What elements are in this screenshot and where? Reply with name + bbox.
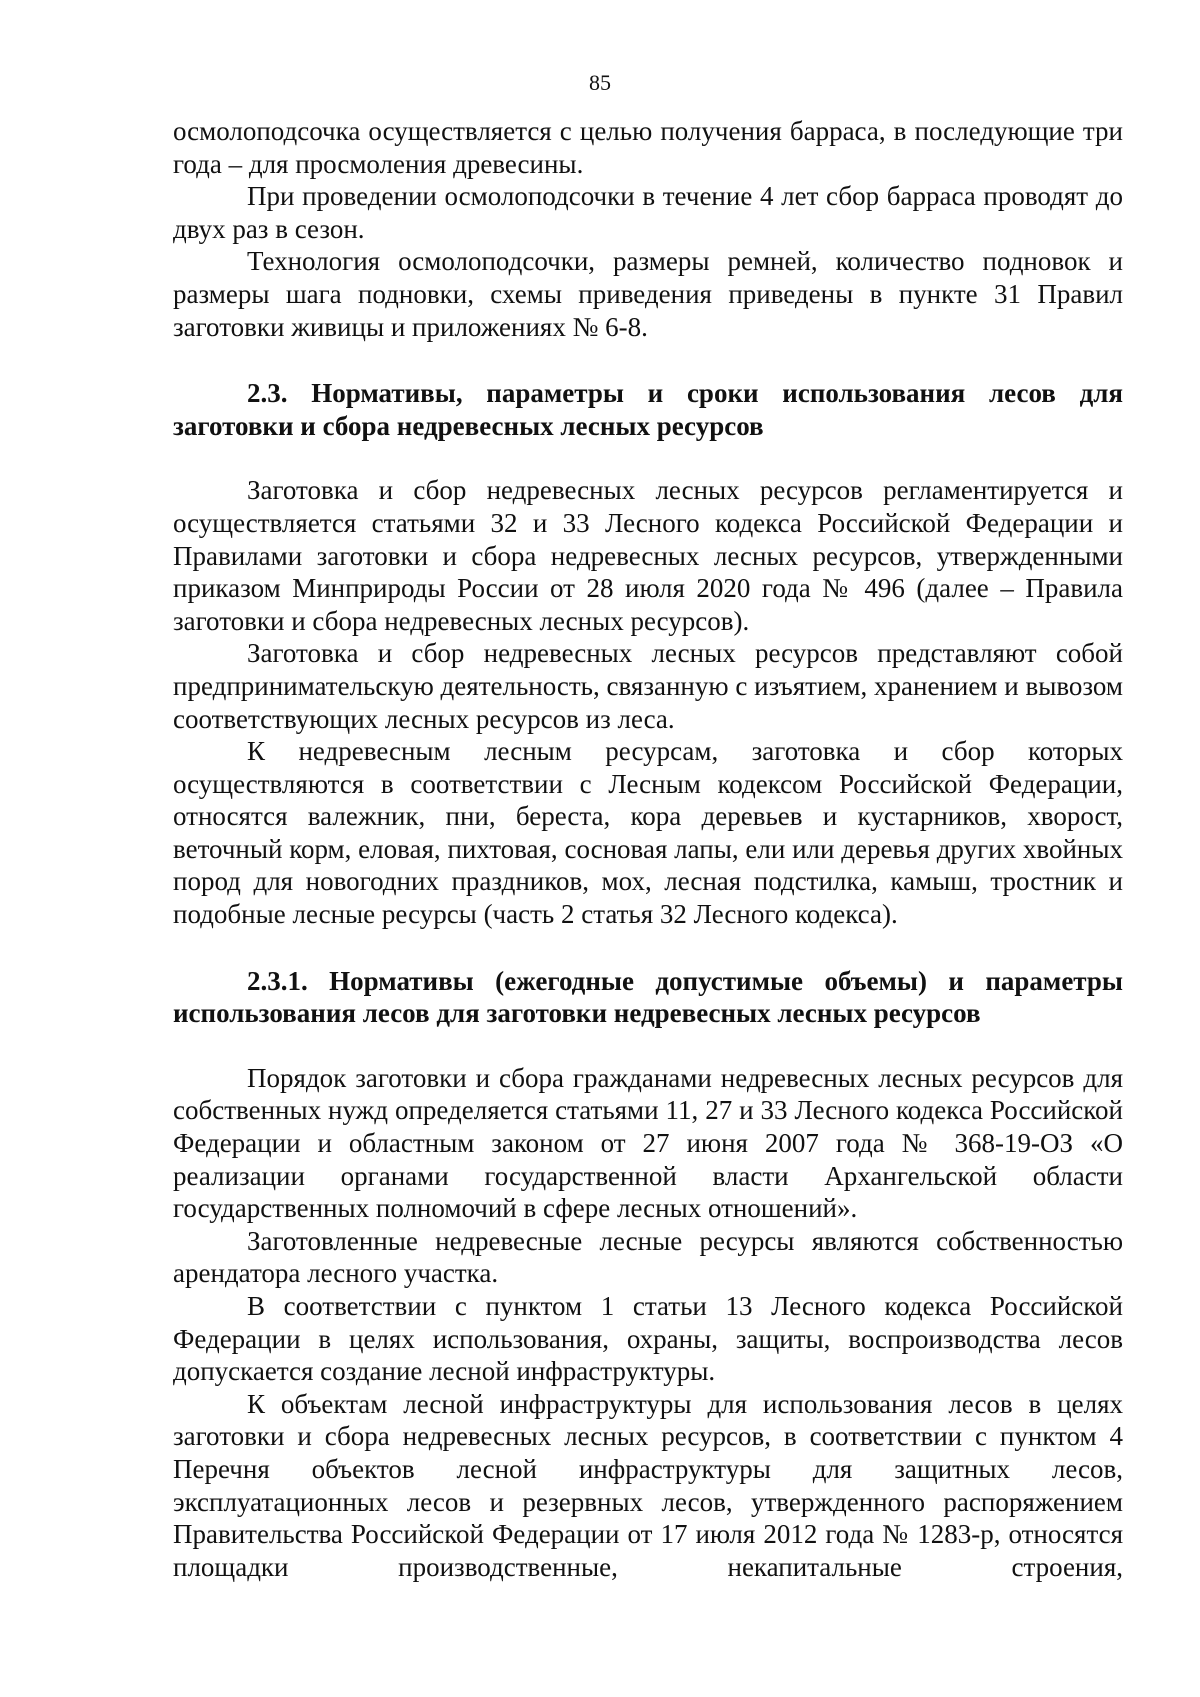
- spacer: [173, 343, 1123, 377]
- paragraph: В соответствии с пунктом 1 статьи 13 Лесного кодекса Российской Федерации в целях использования, охраны, защиты, воспроизводства лесов допускается создание лесной инфраструктуры.: [173, 1291, 1123, 1387]
- spacer: [173, 1030, 1123, 1062]
- paragraph: Заготовка и сбор недревесных лесных ресурсов регламентируется и осуществляется статьями 32 и 33 Лесного кодекса Российской Федерации и Правилами заготовки и сбора недревесных лесных ресурсов, утвержденными приказом Минприроды России от 28 июля 2020 года № 496 (далее – Правила заготовки и сбора недревесных лесных ресурсов).: [173, 475, 1123, 636]
- paragraph: Заготовка и сбор недревесных лесных ресурсов представляют собой предпринимательскую деятельность, связанную с изъятием, хранением и вывозом соответствующих лесных ресурсов из леса.: [173, 638, 1123, 734]
- paragraph: К недревесным лесным ресурсам, заготовка и сбор которых осуществляются в соответствии с Лесным кодексом Российской Федерации, относятся валежник, пни, береста, кора деревьев и кустарников, хворост, веточный корм, еловая, пихтовая, сосновая лапы, ели или деревья других хвойных пород для новогодних праздников, мох, лесная подстилка, камыш, тростник и подобные лесные ресурсы (часть 2 статья 32 Лесного кодекса).: [173, 736, 1123, 930]
- paragraph: При проведении осмолоподсочки в течение 4 лет сбор барраса проводят до двух раз в сезон.: [173, 181, 1123, 244]
- spacer: [173, 931, 1123, 965]
- document-body: [173, 115, 1123, 1583]
- paragraph-continues-next-page: К объектам лесной инфраструктуры для использования лесов в целях заготовки и сбора недревесных лесных ресурсов, в соответствии с пунктом 4 Перечня объектов лесной инфраструктуры для защитных лесов, эксплуатационных лесов и резервных лесов, утвержденного распоряжением Правительства Российской Федерации от 17 июля 2012 года № 1283-р, относятся площадки производственные, некапитальные строения,: [173, 1388, 1123, 1582]
- paragraph: Заготовленные недревесные лесные ресурсы являются собственностью арендатора лесного участка.: [173, 1225, 1123, 1289]
- section-heading-2-3: 2.3. Нормативы, параметры и сроки использования лесов для заготовки и сбора недревесных лесных ресурсов: [173, 378, 1123, 441]
- paragraph-continuation: осмолоподсочка осуществляется с целью получения барраса, в последующие три года – для просмоления древесины.: [173, 116, 1123, 179]
- paragraph: Технология осмолоподсочки, размеры ремней, количество подновок и размеры шага подновки, схемы приведения приведены в пункте 31 Правил заготовки живицы и приложениях № 6-8.: [173, 246, 1123, 342]
- page-number: 85: [589, 70, 611, 95]
- section-heading-2-3-1: 2.3.1. Нормативы (ежегодные допустимые объемы) и параметры использования лесов для заготовки недревесных лесных ресурсов: [173, 965, 1123, 1029]
- paragraph: Порядок заготовки и сбора гражданами недревесных лесных ресурсов для собственных нужд определяется статьями 11, 27 и 33 Лесного кодекса Российской Федерации и областным законом от 27 июня 2007 года № 368-19-ОЗ «О реализации органами государственной власти Архангельской области государственных полномочий в сфере лесных отношений».: [173, 1062, 1123, 1224]
- spacer: [173, 442, 1123, 474]
